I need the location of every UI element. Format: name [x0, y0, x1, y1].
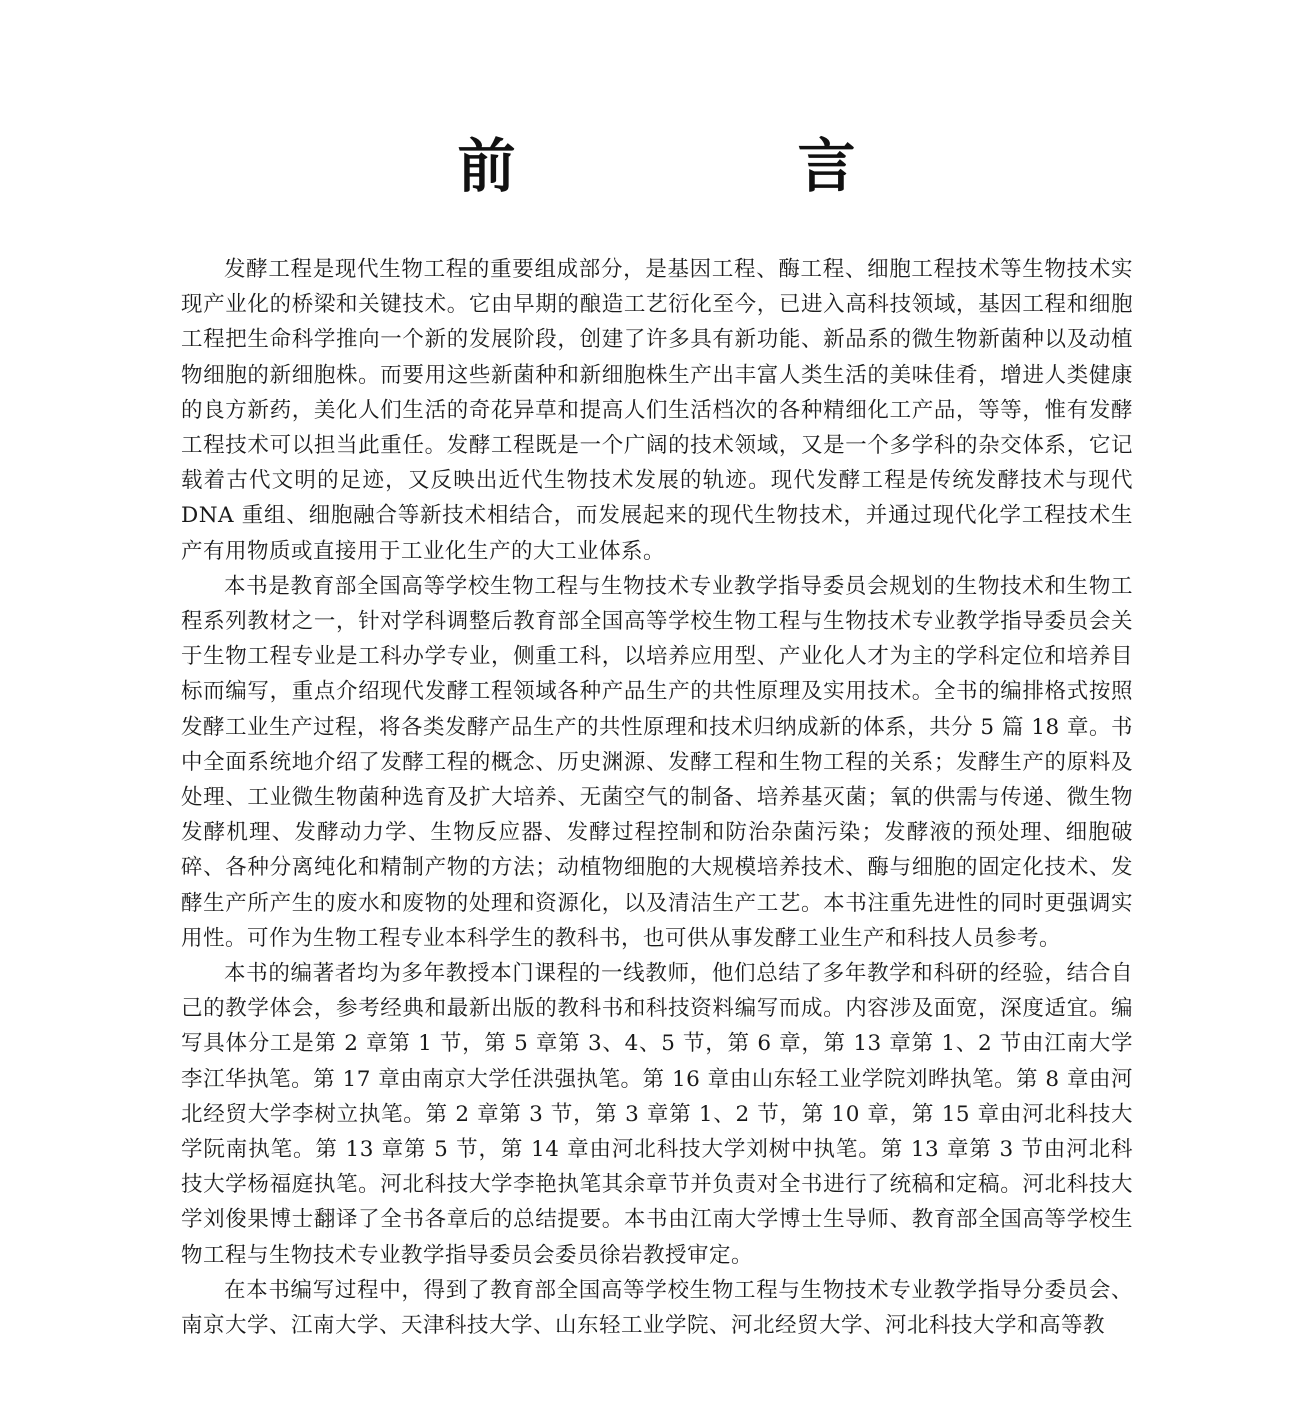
- paragraph-2: 本书是教育部全国高等学校生物工程与生物技术专业教学指导委员会规划的生物技术和生物工程系列教材之一，针对学科调整后教育部全国高等学校生物工程与生物技术专业教学指导委员会关于生物工程专业是工科办学专业，侧重工科，以培养应用型、产业化人才为主的学科定位和培养目标而编写，重点介绍现代发酵工程领域各种产品生产的共性原理及实用技术。全书的编排格式按照发酵工业生产过程，将各类发酵产品生产的共性原理和技术归纳成新的体系，共分 5 篇 18 章。书中全面系统地介绍了发酵工程的概念、历史渊源、发酵工程和生物工程的关系；发酵生产的原料及处理、工业微生物菌种选育及扩大培养、无菌空气的制备、培养基灭菌；氧的供需与传递、微生物发酵机理、发酵动力学、生物反应器、发酵过程控制和防治杂菌污染；发酵液的预处理、细胞破碎、各种分离纯化和精制产物的方法；动植物细胞的大规模培养技术、酶与细胞的固定化技术、发酵生产所产生的废水和废物的处理和资源化，以及清洁生产工艺。本书注重先进性的同时更强调实用性。可作为生物工程专业本科学生的教科书，也可供从事发酵工业生产和科技人员参考。: [181, 573, 1133, 951]
- paragraph-1: 发酵工程是现代生物工程的重要组成部分，是基因工程、酶工程、细胞工程技术等生物技术实现产业化的桥梁和关键技术。它由早期的酿造工艺衍化至今，已进入高科技领域，基因工程和细胞工程把生命科学推向一个新的发展阶段，创建了许多具有新功能、新品系的微生物新菌种以及动植物细胞的新细胞株。而要用这些新菌种和新细胞株生产出丰富人类生活的美味佳肴，增进人类健康的良方新药，美化人们生活的奇花异草和提高人们生活档次的各种精细化工产品，等等，惟有发酵工程技术可以担当此重任。发酵工程既是一个广阔的技术领域，又是一个多学科的杂交体系，它记载着古代文明的足迹，又反映出近代生物技术发展的轨迹。现代发酵工程是传统发酵技术与现代 DNA 重组、细胞融合等新技术相结合，而发展起来的现代生物技术，并通过现代化学工程技术生产有用物质或直接用于工业化生产的大工业体系。: [181, 257, 1133, 564]
- paragraph-4: 在本书编写过程中，得到了教育部全国高等学校生物工程与生物技术专业教学指导分委员会、南京大学、江南大学、天津科技大学、山东轻工业学院、河北经贸大学、河北科技大学和高等教: [181, 1277, 1133, 1339]
- preface-body: [181, 252, 1133, 1343]
- page-title: 前 言: [457, 132, 968, 200]
- paragraph-3: 本书的编著者均为多年教授本门课程的一线教师，他们总结了多年教学和科研的经验，结合自己的教学体会，参考经典和最新出版的教科书和科技资料编写而成。内容涉及面宽，深度适宜。编写具体分工是第 2 章第 1 节，第 5 章第 3、4、5 节，第 6 章，第 13 章第 1、2 节由江南大学李江华执笔。第 17 章由南京大学任洪强执笔。第 16 章由山东轻工业学院刘晔执笔。第 8 章由河北经贸大学李树立执笔。第 2 章第 3 节，第 3 章第 1、2 节，第 10 章，第 15 章由河北科技大学阮南执笔。第 13 章第 5 节，第 14 章由河北科技大学刘树中执笔。第 13 章第 3 节由河北科技大学杨福庭执笔。河北科技大学李艳执笔其余章节并负责对全书进行了统稿和定稿。河北科技大学刘俊果博士翻译了全书各章后的总结提要。本书由江南大学博士生导师、教育部全国高等学校生物工程与生物技术专业教学指导委员会委员徐岩教授审定。: [181, 961, 1133, 1268]
